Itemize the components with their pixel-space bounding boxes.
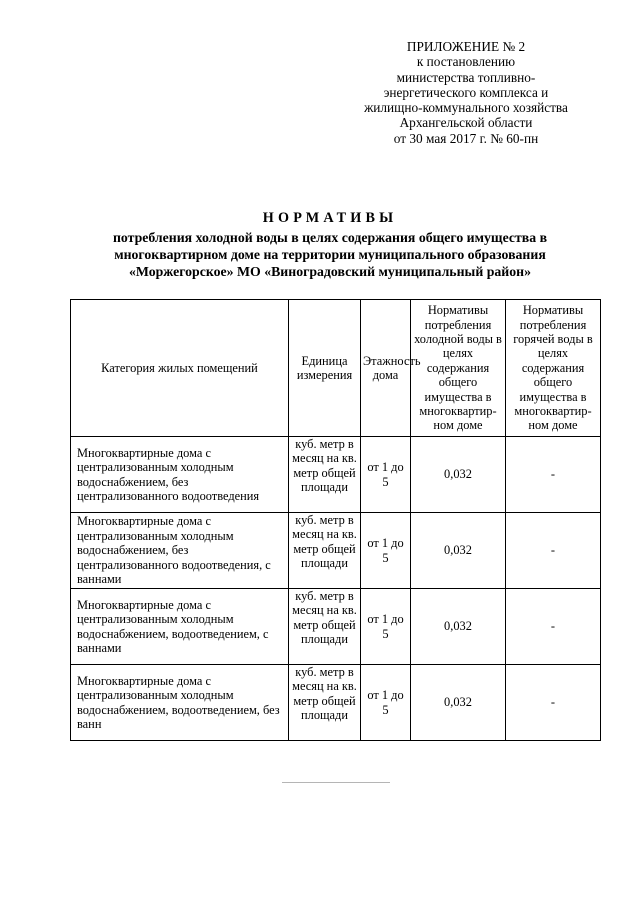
norms-table: [70, 299, 601, 741]
appendix-line: министерства топливно-: [396, 69, 536, 85]
cell-category: Многоквартирные дома с централизованным холодным водоснабжением, без централизованного водоотведения, с ваннами: [71, 513, 289, 589]
cell-floors: от 1 до 5: [361, 589, 411, 665]
cell-unit: куб. метр в месяц на кв. метр общей площади: [289, 589, 361, 665]
cell-hot-norm: -: [506, 589, 601, 665]
title-line: многоквартирном доме на территории муниципального образования: [114, 247, 546, 262]
cell-hot-norm: -: [506, 513, 601, 589]
appendix-block: [330, 39, 602, 146]
cell-cold-norm: 0,032: [411, 665, 506, 741]
appendix-line: Архангельской области: [399, 115, 533, 131]
table-row: [71, 589, 601, 665]
cell-unit: куб. метр в месяц на кв. метр общей площади: [289, 665, 361, 741]
cell-unit: куб. метр в месяц на кв. метр общей площади: [289, 513, 361, 589]
appendix-label: ПРИЛОЖЕНИЕ № 2: [406, 39, 526, 54]
title-line: «Моржегорское» МО «Виноградовский муниципальный район»: [128, 264, 531, 279]
cell-floors: от 1 до 5: [361, 665, 411, 741]
appendix-date: от 30 мая 2017 г. № 60-пн: [393, 130, 539, 146]
cell-cold-norm: 0,032: [411, 437, 506, 513]
cell-hot-norm: -: [506, 665, 601, 741]
table-row: [71, 513, 601, 589]
title-line: потребления холодной воды в целях содержания общего имущества в: [112, 230, 548, 245]
cell-hot-norm: -: [506, 437, 601, 513]
header-unit: Единица измерения: [289, 300, 361, 437]
table-row: [71, 665, 601, 741]
cell-floors: от 1 до 5: [361, 513, 411, 589]
appendix-line: к постановлению: [416, 54, 516, 70]
cell-cold-norm: 0,032: [411, 589, 506, 665]
cell-category: Многоквартирные дома с централизованным холодным водоснабжением, без централизованного водоотведения: [71, 437, 289, 513]
appendix-line: энергетического комплекса и: [383, 84, 549, 100]
cell-category: Многоквартирные дома с централизованным холодным водоснабжением, водоотведением, с ваннами: [71, 589, 289, 665]
header-hot-water-norm: Нормативы потребления горячей воды в целях содержания общего имущества в многоквартир-ном доме: [506, 300, 601, 437]
appendix-line: жилищно-коммунального хозяйства: [364, 100, 568, 116]
table-row: [71, 437, 601, 513]
footer-divider: [282, 782, 390, 783]
cell-floors: от 1 до 5: [361, 437, 411, 513]
cell-unit: куб. метр в месяц на кв. метр общей площади: [289, 437, 361, 513]
header-floors: Этажность дома: [361, 300, 411, 437]
header-category: Категория жилых помещений: [71, 300, 289, 437]
header-cold-water-norm: Нормативы потребления холодной воды в целях содержания общего имущества в многоквартир-ном доме: [411, 300, 506, 437]
title-heading: НОРМАТИВЫ: [262, 210, 398, 226]
document-title: [40, 210, 620, 280]
table-header-row: [71, 300, 601, 437]
cell-cold-norm: 0,032: [411, 513, 506, 589]
cell-category: Многоквартирные дома с централизованным холодным водоснабжением, водоотведением, без ванн: [71, 665, 289, 741]
